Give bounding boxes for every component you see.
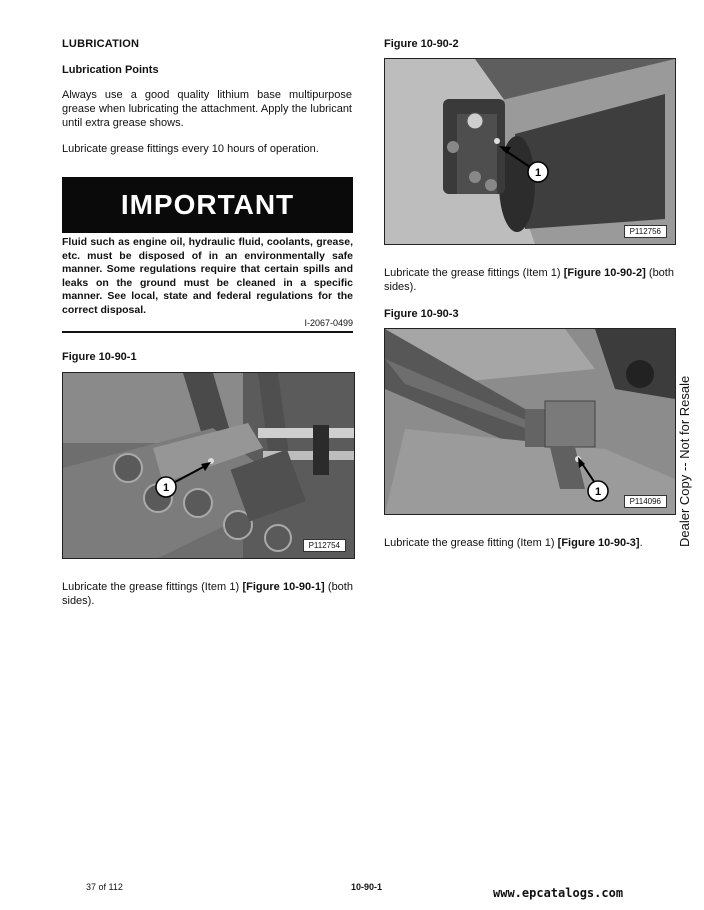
caption-2-text: Lubricate the grease fittings (Item 1) <box>384 267 564 279</box>
caption-3-text: Lubricate the grease fitting (Item 1) <box>384 537 558 549</box>
warning-code: I-2067-0499 <box>304 318 353 328</box>
caption-2 <box>384 266 674 294</box>
figure-2-photo <box>384 58 676 245</box>
paragraph-interval: Lubricate grease fittings every 10 hours of operation. <box>62 143 319 155</box>
figure-1-title: Figure 10-90-1 <box>62 351 137 363</box>
figure-2-title: Figure 10-90-2 <box>384 38 459 50</box>
caption-1-text: Lubricate the grease fittings (Item 1) <box>62 581 243 593</box>
figure-3-callout: 1 <box>594 486 602 498</box>
page-number: 10-90-1 <box>351 882 383 892</box>
figure-1-photo <box>62 372 355 559</box>
caption-1-ref: [Figure 10-90-1] <box>242 581 325 593</box>
section-title: LUBRICATION <box>62 38 140 50</box>
caption-2-tail: (both sides). <box>384 267 674 293</box>
caption-3 <box>384 536 674 550</box>
divider <box>62 331 353 333</box>
page-count: 37 of 112 <box>86 882 123 892</box>
warning-text: Fluid such as engine oil, hydraulic fluid, coolants, grease, etc. must be disposed of in an environmentally safe manner. Some regulations require that certain spills and leaks on the ground must be cleaned in a specific manner. See local, state and federal regulations for the correct disposal. <box>62 236 353 316</box>
caption-2-ref: [Figure 10-90-2] <box>563 267 646 279</box>
paragraph-grease: Always use a good quality lithium base multipurpose grease when lubricating the attachment. Apply the lubricant until extra grease shows. <box>62 89 352 129</box>
figure-3-code: P114096 <box>624 495 667 508</box>
figure-2-callout: 1 <box>534 167 542 179</box>
figure-1-callout: 1 <box>162 482 170 494</box>
watermark-url: www.epcatalogs.com <box>493 886 624 900</box>
caption-3-ref: [Figure 10-90-3] <box>557 537 640 549</box>
caption-3-tail: . <box>639 537 643 549</box>
figure-2-code: P112756 <box>624 225 667 238</box>
caption-1-tail: (both sides). <box>62 581 353 607</box>
figure-3-photo <box>384 328 676 515</box>
important-banner: IMPORTANT <box>62 177 353 233</box>
dealer-copy-note: Dealer Copy -- Not for Resale <box>677 375 692 547</box>
caption-1 <box>62 580 353 608</box>
figure-1-code: P112754 <box>303 539 346 552</box>
figure-3-title: Figure 10-90-3 <box>384 308 459 320</box>
subsection-title: Lubrication Points <box>62 64 159 76</box>
